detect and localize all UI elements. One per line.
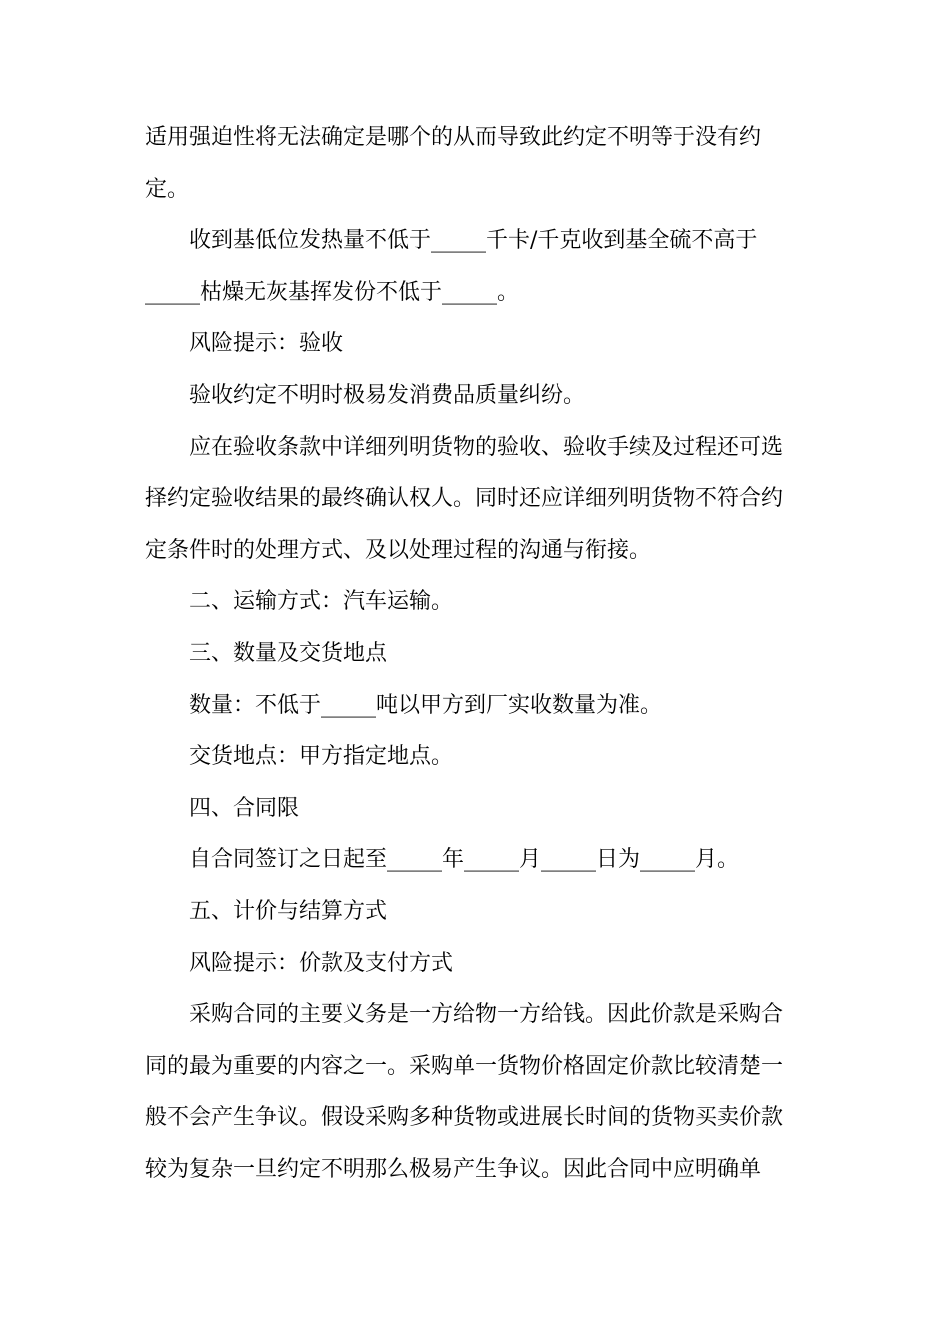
paragraph-first-line: 采购合同的主要义务是一方给物一方给钱。因此价款是采购合 (189, 1002, 784, 1028)
paragraph-first-line: 交货地点：甲方指定地点。 (189, 744, 454, 770)
paragraph-first-line: 应在验收条款中详细列明货物的验收、验收手续及过程还可选 (189, 434, 784, 460)
text-line: 适用强迫性将无法确定是哪个的从而导致此约定不明等于没有约 (145, 125, 762, 150)
text-line: 较为复杂一旦约定不明那么极易产生争议。因此合同中应明确单 (145, 1156, 762, 1182)
paragraph-first-line: 验收约定不明时极易发消费品质量纠纷。 (189, 382, 586, 408)
text-line: 同的最为重要的内容之一。采购单一货物价格固定价款比较清楚一 (145, 1053, 784, 1079)
risk-notice-heading: 风险提示：验收 (189, 331, 344, 357)
paragraph-first-line: 收到基低位发热量不低于_____千卡/千克收到基全硫不高于 (189, 228, 758, 254)
text-line: 定。 (145, 176, 190, 202)
document-body (145, 112, 805, 1195)
text-line: 定条件时的处理方式、及以处理过程的沟通与衔接。 (145, 537, 652, 563)
paragraph-first-line: 数量：不低于_____吨以甲方到厂实收数量为准。 (189, 692, 663, 718)
text-line: 般不会产生争议。假设采购多种货物或进展长时间的货物买卖价款 (145, 1105, 784, 1131)
section-heading: 五、计价与结算方式 (189, 898, 388, 924)
risk-notice-heading: 风险提示：价款及支付方式 (189, 950, 454, 976)
section-heading: 三、数量及交货地点 (189, 640, 388, 666)
section-heading: 二、运输方式：汽车运输。 (189, 589, 454, 615)
text-line: 择约定验收结果的最终确认权人。同时还应详细列明货物不符合约 (145, 486, 784, 512)
paragraph-first-line: 自合同签订之日起至_____年_____月_____日为_____月。 (189, 847, 740, 873)
text-line: _____枯燥无灰基挥发份不低于_____。 (145, 279, 520, 305)
section-heading: 四、合同限 (189, 795, 300, 821)
